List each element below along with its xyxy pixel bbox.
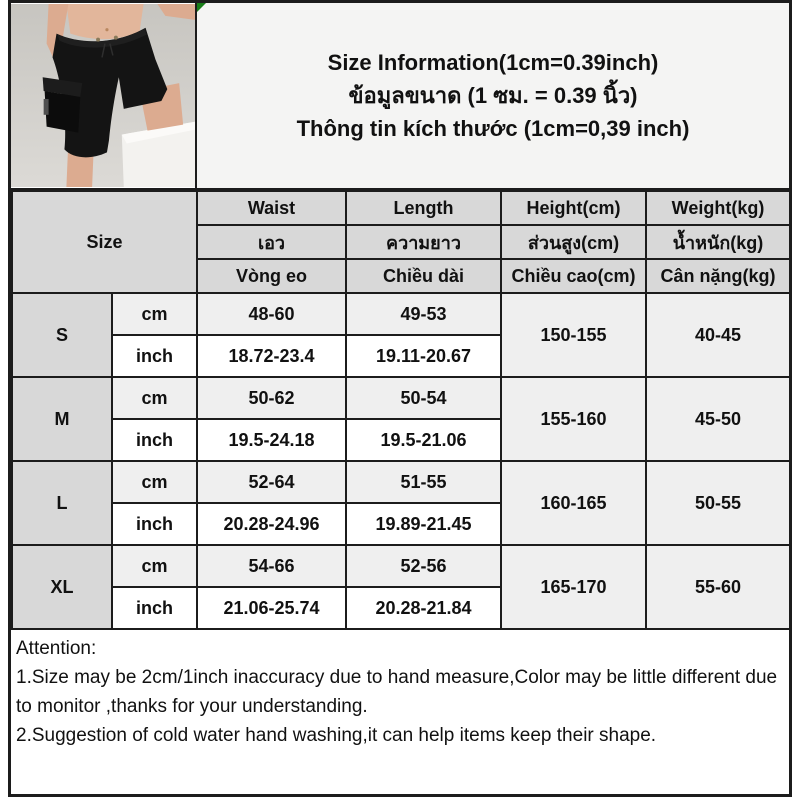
m-length-cm: 50-54 (346, 377, 501, 419)
cell-corner-marker (197, 3, 206, 12)
title-en: Size Information(1cm=0.39inch) (327, 50, 659, 75)
l-waist-inch: 20.28-24.96 (197, 503, 346, 545)
waist-button (96, 38, 100, 42)
attention-note-1: 1.Size may be 2cm/1inch inaccuracy due to hand measure,Color may be little different due to monitor ,thanks for your understanding. (16, 667, 778, 717)
header-height-th: ส่วนสูง(cm) (501, 225, 646, 259)
m-height: 155-160 (501, 377, 646, 461)
unit-cm-label: cm (112, 293, 197, 335)
attention-heading: Attention: (16, 638, 97, 659)
m-weight: 45-50 (646, 377, 790, 461)
s-waist-inch: 18.72-23.4 (197, 335, 346, 377)
size-table (11, 190, 791, 630)
s-length-inch: 19.11-20.67 (346, 335, 501, 377)
header-length-en: Length (346, 191, 501, 225)
size-s-cell: S (12, 293, 112, 377)
header-waist-vi: Vòng eo (197, 259, 346, 293)
unit-cm-label: cm (112, 545, 197, 587)
cargo-pocket (45, 91, 81, 133)
header-weight-vi: Cân nặng(kg) (646, 259, 790, 293)
size-xl-cell: XL (12, 545, 112, 629)
m-waist-inch: 19.5-24.18 (197, 419, 346, 461)
header-waist-en: Waist (197, 191, 346, 225)
size-m-cell: M (12, 377, 112, 461)
cargo-shorts-photo (11, 3, 195, 188)
header-waist-th: เอว (197, 225, 346, 259)
header-weight-en: Weight(kg) (646, 191, 790, 225)
xl-waist-cm: 54-66 (197, 545, 346, 587)
size-l-cell: L (12, 461, 112, 545)
product-photo-cell (11, 3, 197, 188)
attention-notes (11, 630, 789, 794)
l-length-inch: 19.89-21.45 (346, 503, 501, 545)
s-weight: 40-45 (646, 293, 790, 377)
header-length-th: ความยาว (346, 225, 501, 259)
m-length-inch: 19.5-21.06 (346, 419, 501, 461)
s-height: 150-155 (501, 293, 646, 377)
size-corner-cell: Size (12, 191, 197, 293)
unit-inch-label: inch (112, 419, 197, 461)
unit-inch-label: inch (112, 587, 197, 629)
unit-inch-label: inch (112, 335, 197, 377)
size-chart-sheet (8, 0, 792, 797)
pocket-strap (44, 99, 49, 115)
l-weight: 50-55 (646, 461, 790, 545)
title-th: ข้อมูลขนาด (1 ซม. = 0.39 นิ้ว) (348, 83, 638, 108)
m-waist-cm: 50-62 (197, 377, 346, 419)
header-length-vi: Chiều dài (346, 259, 501, 293)
title-vi: Thông tin kích thước (1cm=0,39 inch) (296, 116, 690, 141)
l-waist-cm: 52-64 (197, 461, 346, 503)
unit-cm-label: cm (112, 377, 197, 419)
attention-note-2: 2.Suggestion of cold water hand washing,it can help items keep their shape. (16, 725, 657, 746)
waist-button (114, 36, 118, 40)
header-height-vi: Chiều cao(cm) (501, 259, 646, 293)
l-length-cm: 51-55 (346, 461, 501, 503)
unit-cm-label: cm (112, 461, 197, 503)
title-block (197, 3, 789, 188)
xl-weight: 55-60 (646, 545, 790, 629)
unit-inch-label: inch (112, 503, 197, 545)
top-row (11, 3, 789, 190)
header-height-en: Height(cm) (501, 191, 646, 225)
xl-waist-inch: 21.06-25.74 (197, 587, 346, 629)
header-weight-th: น้ำหนัก(kg) (646, 225, 790, 259)
s-length-cm: 49-53 (346, 293, 501, 335)
xl-height: 165-170 (501, 545, 646, 629)
s-waist-cm: 48-60 (197, 293, 346, 335)
xl-length-cm: 52-56 (346, 545, 501, 587)
xl-length-inch: 20.28-21.84 (346, 587, 501, 629)
l-height: 160-165 (501, 461, 646, 545)
torso (66, 4, 143, 39)
